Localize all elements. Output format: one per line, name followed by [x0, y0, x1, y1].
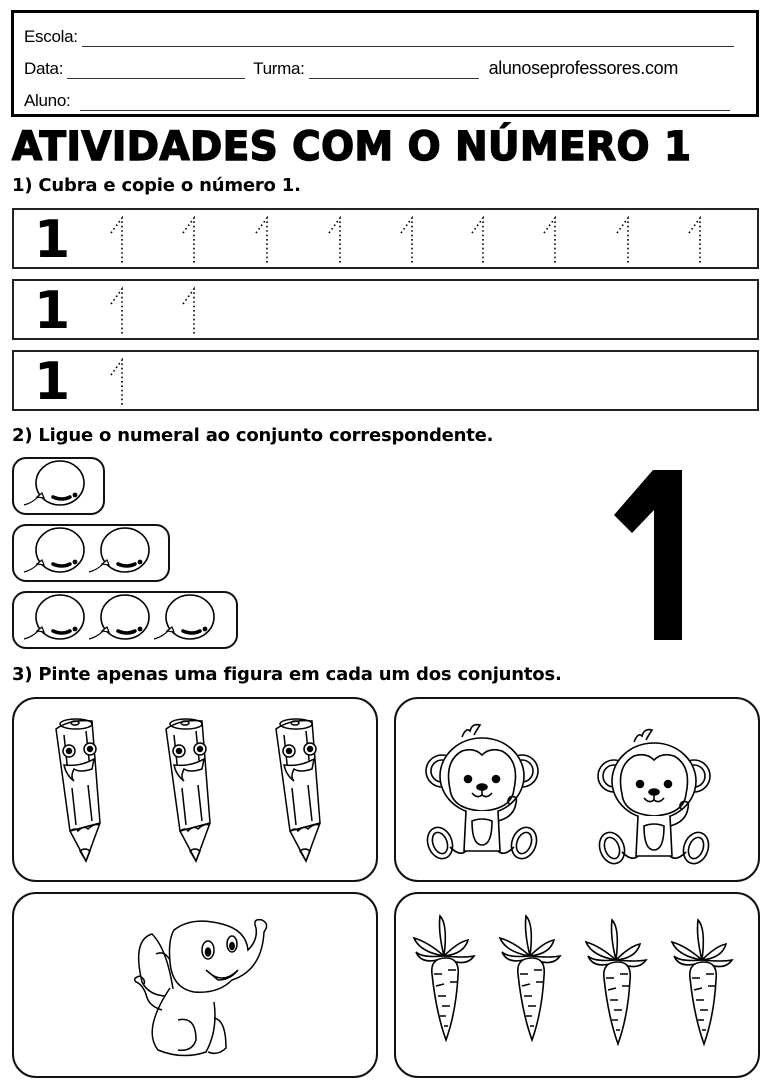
dotted-one-icon: [181, 215, 201, 265]
balloon-icon: [85, 593, 151, 647]
carrot-icon[interactable]: [496, 912, 566, 1044]
balloon-set-1[interactable]: [12, 457, 105, 515]
carrot-group[interactable]: [394, 892, 760, 1078]
balloon-icon: [150, 593, 216, 647]
balloon-icon: [20, 593, 86, 647]
trace-row-3[interactable]: [12, 350, 759, 411]
carrot-icon[interactable]: [582, 916, 652, 1048]
student-field-row: [24, 91, 730, 111]
student-input-line[interactable]: [80, 97, 730, 111]
dotted-one-icon: [399, 215, 419, 265]
model-numeral: 1: [34, 352, 71, 412]
date-class-row: [24, 58, 678, 79]
monkey-icon[interactable]: [594, 726, 718, 871]
page-title: ATIVIDADES COM O NÚMERO 1: [12, 124, 692, 170]
dotted-one-icon: [109, 286, 129, 336]
elephant-icon[interactable]: [122, 910, 282, 1060]
dotted-one-icon: [615, 215, 635, 265]
model-numeral: 1: [34, 210, 71, 270]
carrot-icon[interactable]: [410, 912, 480, 1044]
section-1-instruction: 1) Cubra e copie o número 1.: [12, 175, 301, 196]
website-label: alunoseprofessores.com: [488, 58, 679, 78]
carrot-icon[interactable]: [668, 916, 738, 1048]
class-label: Turma:: [253, 59, 305, 78]
date-label: Data:: [24, 59, 64, 78]
pencil-icon[interactable]: [50, 713, 114, 868]
dotted-one-icon: [470, 215, 490, 265]
class-input-line[interactable]: [309, 65, 479, 79]
trace-row-2[interactable]: [12, 279, 759, 340]
school-input-line[interactable]: [82, 33, 734, 47]
dotted-one-icon: [687, 215, 707, 265]
dotted-one-icon: [254, 215, 274, 265]
trace-row-1[interactable]: [12, 208, 759, 269]
student-info-box: [11, 10, 759, 117]
monkey-group[interactable]: [394, 697, 760, 882]
date-input-line[interactable]: [67, 65, 245, 79]
school-field-row: [24, 27, 734, 47]
dotted-one-icon: [109, 357, 129, 407]
balloon-icon: [85, 526, 151, 580]
section-3-instruction: 3) Pinte apenas uma figura em cada um dos conjuntos.: [12, 664, 562, 685]
balloon-set-3[interactable]: [12, 591, 238, 649]
dotted-one-icon: [109, 215, 129, 265]
pencil-icon[interactable]: [270, 713, 334, 868]
pencil-group[interactable]: [12, 697, 378, 882]
model-numeral: 1: [34, 281, 71, 341]
balloon-icon: [20, 459, 86, 513]
section-2-instruction: 2) Ligue o numeral ao conjunto correspondente.: [12, 425, 494, 446]
school-label: Escola:: [24, 27, 78, 46]
pencil-icon[interactable]: [160, 713, 224, 868]
dotted-one-icon: [327, 215, 347, 265]
dotted-one-icon: [542, 215, 562, 265]
student-label: Aluno:: [24, 91, 71, 110]
balloon-icon: [20, 526, 86, 580]
dotted-one-icon: [181, 286, 201, 336]
monkey-icon[interactable]: [422, 721, 546, 866]
elephant-group[interactable]: [12, 892, 378, 1078]
large-numeral-one[interactable]: [612, 458, 702, 648]
balloon-set-2[interactable]: [12, 524, 170, 582]
